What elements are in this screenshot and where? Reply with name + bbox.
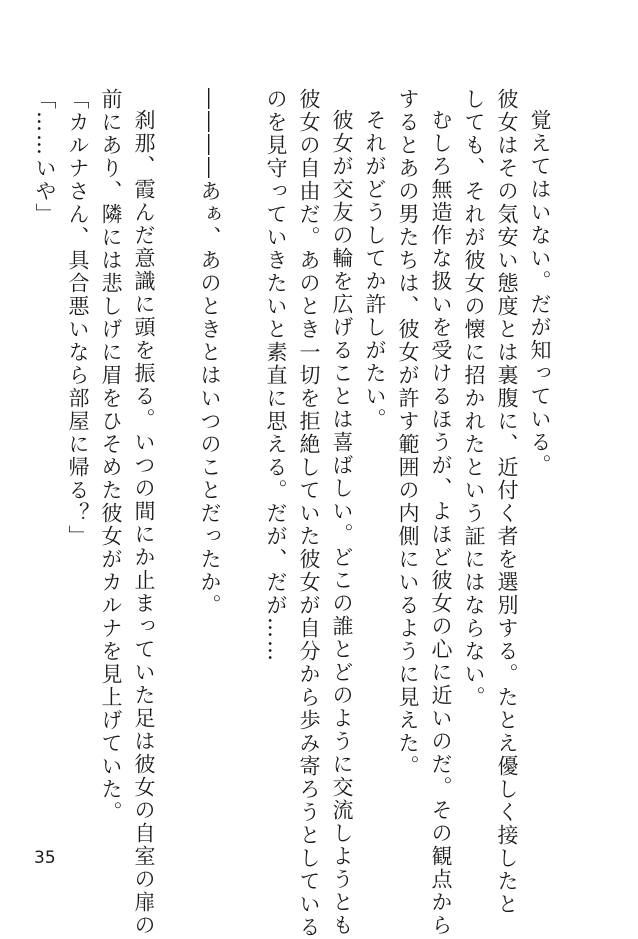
blank-line [226,88,259,858]
text-line: 彼女が交友の輪を広げることは喜ばしい。どこの誰とどのように交流しようとも [330,109,354,937]
body-text [28,88,556,939]
page-number: 35 [34,848,56,868]
blank-line [160,88,193,858]
text-line: むしろ無造作な扱いを受けるほうが、よほど彼女の心に近いのだ。その観点から [429,109,453,937]
text-line: するとあの男たちは、彼女が許す範囲の内側にいるように見えた。 [396,88,420,778]
text-line: 刹那、霞んだ意識に頭を振る。いつの間にか止まっていた足は彼女の自室の扉の [132,109,156,937]
text-line: 覚えてはいない。だが知っている。 [528,109,552,477]
text-line: 彼女の自由だ。あのとき一切を拒絶していた彼女が自分から歩み寄ろうとしている [297,88,321,939]
text-line: 「……いや」 [33,88,57,226]
text-line: 前にあり、隣には悲しげに眉をひそめた彼女がカルナを見上げていた。 [99,88,123,824]
text-line: しても、それが彼女の懐に招かれたという証にはならない。 [462,88,486,709]
text-line: それがどうしてか許しがたい。 [363,109,387,431]
text-line: 彼女はその気安い態度とは裏腹に、近付く者を選別する。たとえ優しく接したと [495,88,519,916]
text-line: のを見守っていきたいと素直に思える。だが、だが…… [264,88,288,663]
text-line: ――――あぁ、あのときとはいつのことだったか。 [198,88,222,617]
text-line: 「カルナさん、具合悪いなら部屋に帰る？」 [66,88,90,548]
